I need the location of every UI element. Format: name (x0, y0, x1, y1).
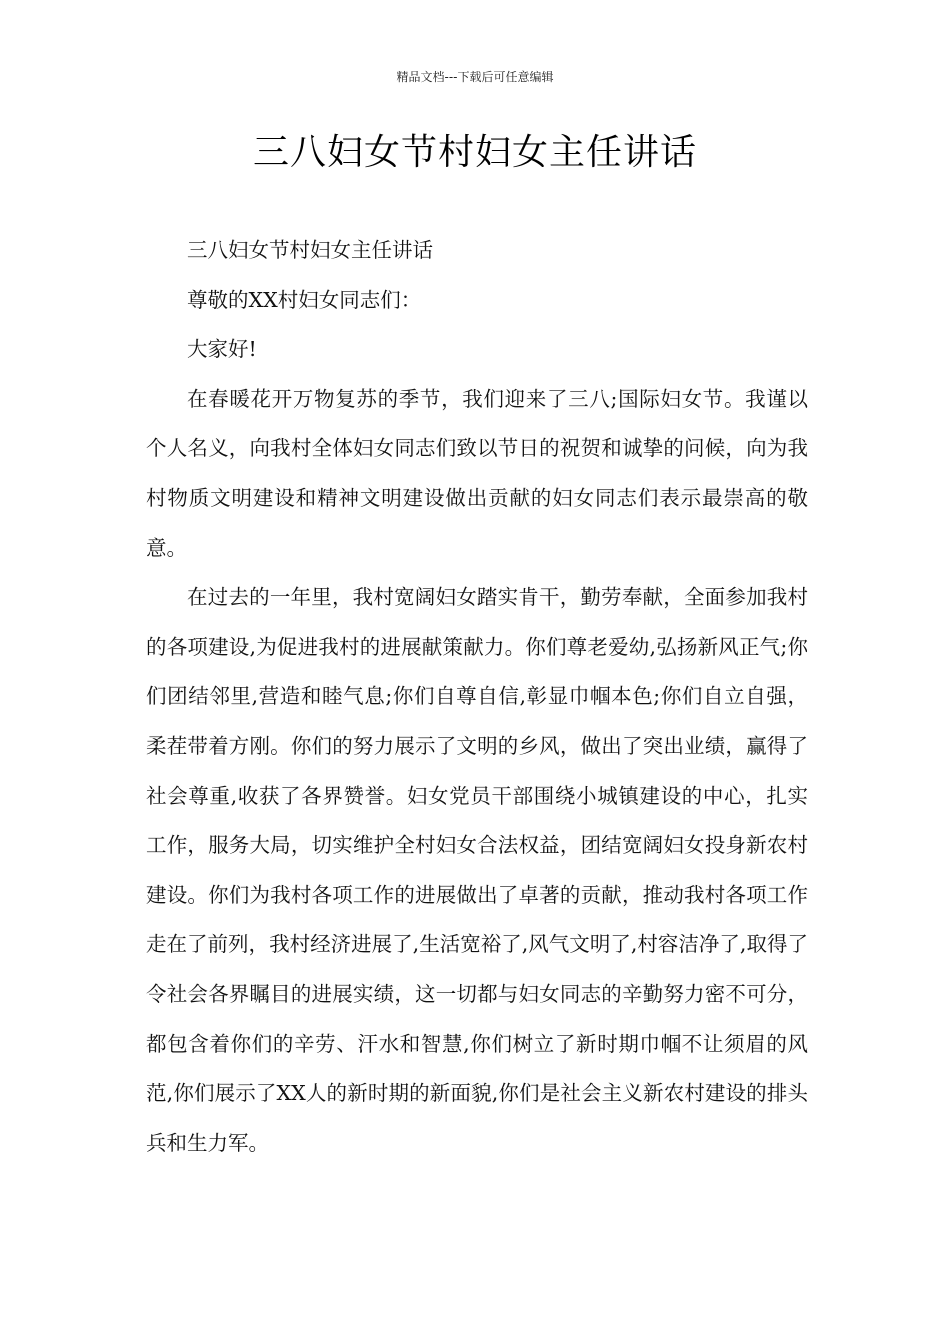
paragraph-opening: 在春暖花开万物复苏的季节，我们迎来了三八;国际妇女节。我谨以个人名义，向我村全体妇女同志们致以节日的祝贺和诚挚的问候，向为我村物质文明建设和精神文明建设做出贡献的妇女同志们表示最崇高的敬意。 (146, 386, 808, 560)
document-body (146, 226, 808, 1168)
paragraph-salutation: 尊敬的XX村妇女同志们： (187, 287, 422, 312)
paragraph-subtitle: 三八妇女节村妇女主任讲话 (187, 238, 433, 262)
paragraph-achievements: 在过去的一年里，我村宽阔妇女踏实肯干，勤劳奉献，全面参加我村的各项建设,为促进我村的进展献策献力。你们尊老爱幼,弘扬新风正气;你们团结邻里,营造和睦气息;你们自尊自信,彰显巾帼本色;你们自立自强，柔茬带着方刚。你们的努力展示了文明的乡风，做出了突出业绩，赢得了社会尊重,收获了各界赞誉。妇女党员干部围绕小城镇建设的中心，扎实工作，服务大局，切实维护全村妇女合法权益，团结宽阔妇女投身新农村建设。你们为我村各项工作的进展做出了卓著的贡献，推动我村各项工作走在了前列，我村经济进展了,生活宽裕了,风气文明了,村容洁净了,取得了令社会各界瞩目的进展实绩，这一切都与妇女同志的辛勤努力密不可分，都包含着你们的辛劳、汗水和智慧,你们树立了新时期巾帼不让须眉的风范,你们展示了XX人的新时期的新面貌,你们是社会主义新农村建设的排头兵和生力军。 (146, 585, 808, 1155)
document-title: 三八妇女节村妇女主任讲话 (252, 132, 697, 173)
header-note: 精品文档---下载后可任意编辑 (396, 70, 554, 84)
paragraph-greeting: 大家好! (187, 337, 257, 362)
